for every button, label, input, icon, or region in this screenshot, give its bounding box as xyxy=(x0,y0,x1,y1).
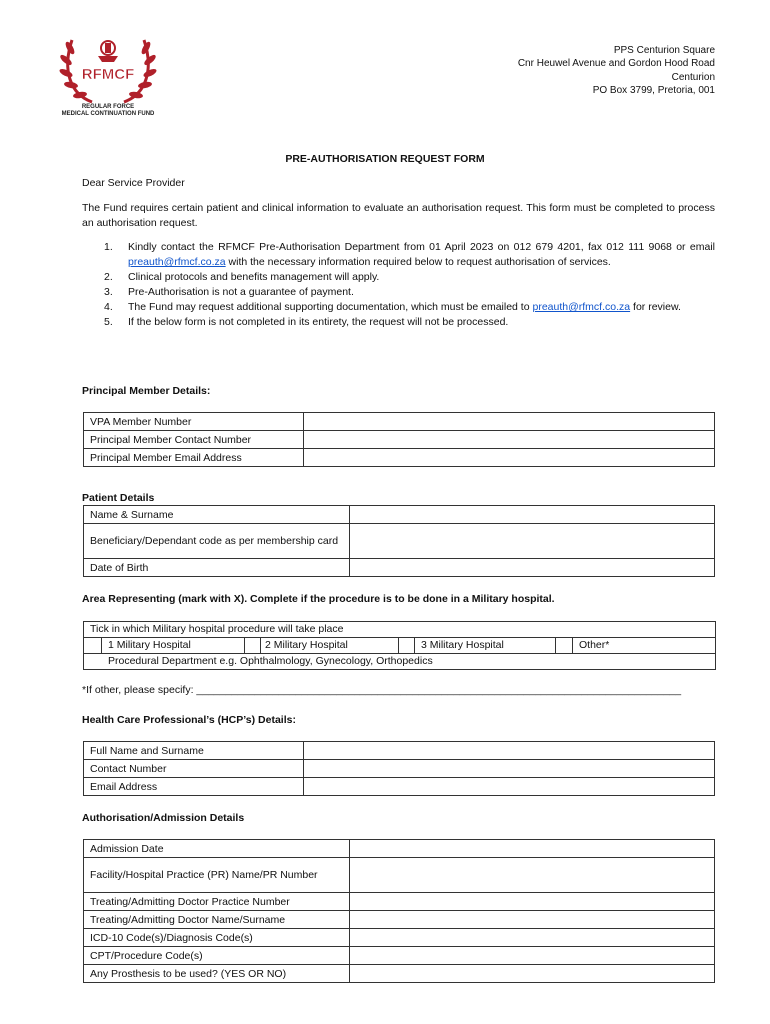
procedural-department-field[interactable]: Procedural Department e.g. Ophthalmology, Gynecology, Orthopedics xyxy=(108,655,433,667)
table-row xyxy=(84,760,715,778)
table-row xyxy=(84,911,715,929)
fund-address xyxy=(518,44,715,98)
instruction-item: 5. If the below form is not completed in its entirety, the request will not be processed. xyxy=(104,316,509,328)
field-label: Name & Surname xyxy=(84,506,350,524)
field-label: Date of Birth xyxy=(84,559,350,577)
salutation: Dear Service Provider xyxy=(82,177,185,189)
table-row xyxy=(84,431,715,449)
field-label: Beneficiary/Dependant code as per membership card xyxy=(84,524,350,559)
instruction-item: 3. Pre-Authorisation is not a guarantee of payment. xyxy=(104,286,354,298)
table-row xyxy=(84,742,715,760)
doctor-practice-number-field[interactable] xyxy=(350,893,715,911)
cpt-code-field[interactable] xyxy=(350,947,715,965)
admission-table xyxy=(83,839,715,983)
hcp-email-field[interactable] xyxy=(304,778,715,796)
address-line: PO Box 3799, Pretoria, 001 xyxy=(592,85,715,97)
laurel-wreath-icon xyxy=(52,28,164,108)
field-label: CPT/Procedure Code(s) xyxy=(84,947,350,965)
table-row xyxy=(84,840,715,858)
admission-heading: Authorisation/Admission Details xyxy=(82,812,245,824)
preauth-email-link[interactable]: preauth@rfmcf.co.za xyxy=(532,301,631,313)
table-row xyxy=(84,413,715,431)
instructions-list xyxy=(82,240,715,330)
instruction-item: 4. The Fund may request additional supporting documentation, which must be emailed to preauth@rfmcf.co.za for review. xyxy=(104,301,681,313)
other-specify-line[interactable]: *If other, please specify: ___________________________________________________________________________________ xyxy=(82,684,682,696)
patient-heading: Patient Details xyxy=(82,492,155,504)
beneficiary-code-field[interactable] xyxy=(350,524,715,559)
address-line: PPS Centurion Square xyxy=(613,45,715,56)
icd10-code-field[interactable] xyxy=(350,929,715,947)
principal-email-field[interactable] xyxy=(304,449,715,467)
area-heading: Area Representing (mark with X). Complete if the procedure is to be done in a Military hospital. xyxy=(82,593,555,605)
logo-org-name: REGULAR FORCE MEDICAL CONTINUATION FUND xyxy=(61,104,155,117)
doctor-name-field[interactable] xyxy=(350,911,715,929)
table-row xyxy=(84,506,715,524)
field-label: Admission Date xyxy=(84,840,350,858)
form-title: PRE-AUTHORISATION REQUEST FORM xyxy=(285,153,485,165)
principal-contact-field[interactable] xyxy=(304,431,715,449)
table-row xyxy=(84,778,715,796)
date-of-birth-field[interactable] xyxy=(350,559,715,577)
option-3-checkbox[interactable] xyxy=(560,638,572,653)
option-1-checkbox[interactable] xyxy=(250,638,265,653)
table-row xyxy=(84,893,715,911)
field-label: ICD-10 Code(s)/Diagnosis Code(s) xyxy=(84,929,350,947)
principal-table xyxy=(83,412,715,467)
instruction-item: 2. Clinical protocols and benefits management will apply. xyxy=(104,271,380,283)
field-label: Any Prosthesis to be used? (YES OR NO) xyxy=(84,965,350,983)
table-row xyxy=(84,559,715,577)
option-label: Other* xyxy=(579,639,610,651)
vpa-member-number-field[interactable] xyxy=(304,413,715,431)
prosthesis-field[interactable] xyxy=(350,965,715,983)
hcp-table xyxy=(83,741,715,796)
patient-table xyxy=(83,505,715,577)
field-label: Email Address xyxy=(84,778,304,796)
field-label: Treating/Admitting Doctor Name/Surname xyxy=(84,911,350,929)
crest-icon xyxy=(98,41,118,62)
table-row xyxy=(84,449,715,467)
field-label: Full Name and Surname xyxy=(84,742,304,760)
area-table xyxy=(83,621,716,670)
intro-paragraph: The Fund requires certain patient and clinical information to evaluate an authorisation request. This form must be completed to process an authorisation request. xyxy=(82,202,715,229)
address-line: Cnr Heuwel Avenue and Gordon Hood Road xyxy=(517,58,715,70)
table-row xyxy=(84,947,715,965)
hcp-heading: Health Care Professional’s (HCP’s) Details: xyxy=(82,714,296,726)
option-label: 1 Military Hospital xyxy=(108,639,191,651)
patient-name-field[interactable] xyxy=(350,506,715,524)
fund-logo xyxy=(52,28,164,120)
table-row xyxy=(84,929,715,947)
preauth-email-link[interactable]: preauth@rfmcf.co.za xyxy=(128,256,226,268)
option-2-checkbox[interactable] xyxy=(404,638,414,653)
hcp-contact-field[interactable] xyxy=(304,760,715,778)
facility-name-field[interactable] xyxy=(350,858,715,893)
option-label: 2 Military Hospital xyxy=(265,639,348,651)
hcp-name-field[interactable] xyxy=(304,742,715,760)
logo-acronym: RFMCF xyxy=(81,66,135,83)
table-row xyxy=(84,858,715,893)
field-label: Principal Member Email Address xyxy=(84,449,304,467)
area-options-row xyxy=(84,638,715,654)
address-line: Centurion xyxy=(671,71,715,83)
table-row xyxy=(84,965,715,983)
field-label: Principal Member Contact Number xyxy=(84,431,304,449)
table-row xyxy=(84,524,715,559)
instruction-item: 1. Kindly contact the RFMCF Pre-Authorisation Department from 01 April 2023 on 012 679 4201, fax 012 111 9068 or email preauth@rfmcf.co.za with the necessary information required below to request authorisation of services. xyxy=(104,241,715,268)
option-label: 3 Military Hospital xyxy=(421,639,504,651)
area-instruction: Tick in which Military hospital procedure will take place xyxy=(84,622,715,638)
principal-heading: Principal Member Details: xyxy=(82,385,211,397)
field-label: Contact Number xyxy=(84,760,304,778)
field-label: Treating/Admitting Doctor Practice Number xyxy=(84,893,350,911)
field-label: Facility/Hospital Practice (PR) Name/PR Number xyxy=(84,858,350,893)
admission-date-field[interactable] xyxy=(350,840,715,858)
field-label: VPA Member Number xyxy=(84,413,304,431)
